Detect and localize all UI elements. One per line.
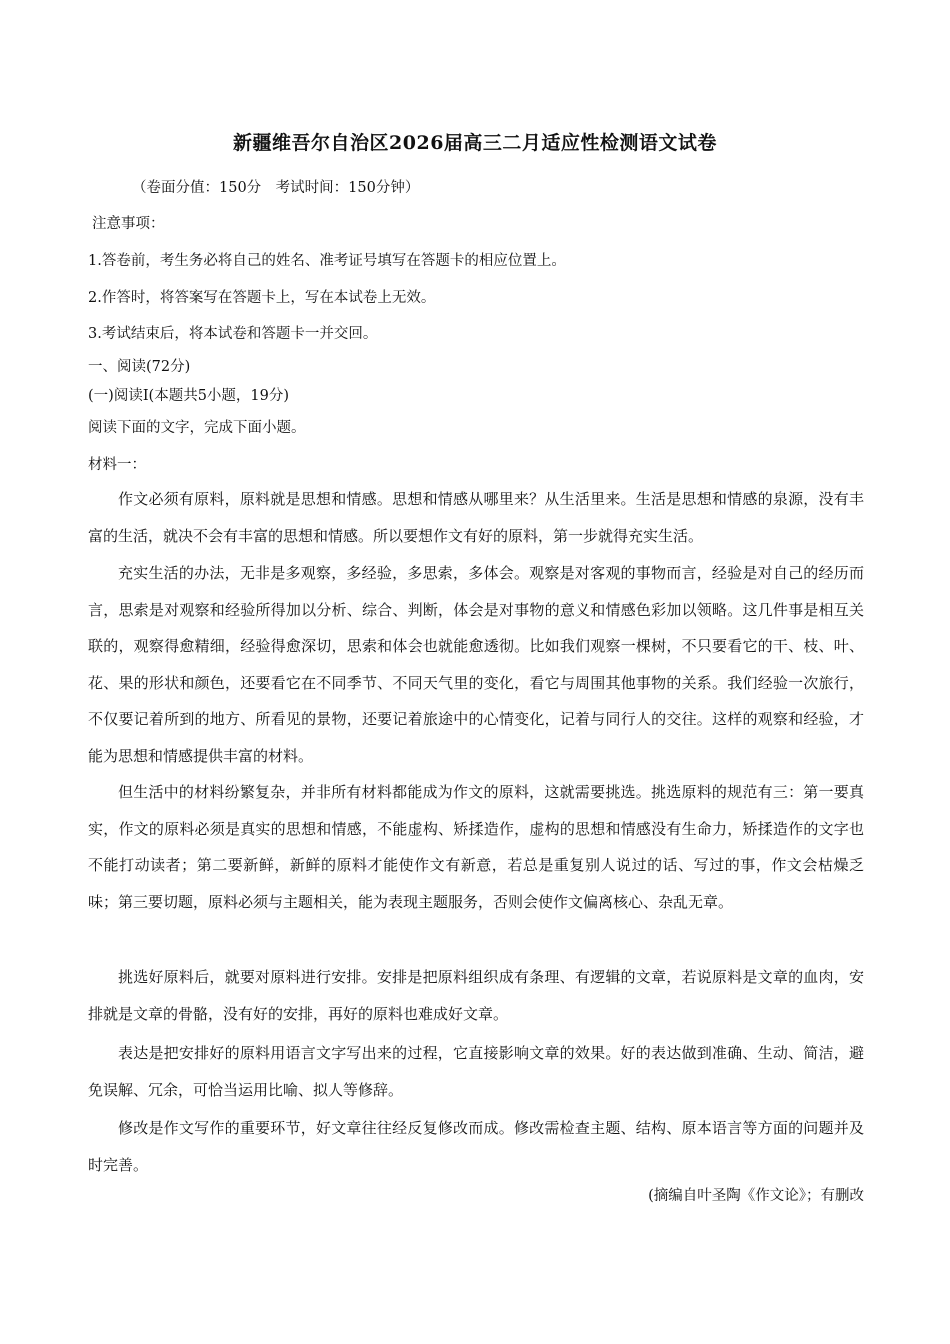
notice-item-2: 2.作答时，将答案写在答题卡上，写在本试卷上无效。 — [88, 290, 436, 306]
exam-title: 新疆维吾尔自治区2026届高三二月适应性检测语文试卷 — [233, 132, 717, 154]
notice-heading: 注意事项： — [92, 216, 165, 232]
material-paragraph-1: 作文必须有原料，原料就是思想和情感。思想和情感从哪里来？从生活里来。生活是思想和情感的泉源，没有丰富的生活，就决不会有丰富的思想和情感。所以要想作文有好的原料，第一步就得充实生活。 — [88, 490, 864, 545]
material-label: 材料一： — [88, 457, 146, 473]
notice-item-1: 1.答卷前，考生务必将自己的姓名、准考证号填写在答题卡的相应位置上。 — [88, 253, 566, 269]
material-paragraph-4: 挑选好原料后，就要对原料进行安排。安排是把原料组织成有条理、有逻辑的文章，若说原料是文章的血肉，安排就是文章的骨骼，没有好的安排，再好的原料也难成好文章。 — [88, 968, 864, 1023]
section-subpart: (一)阅读Ⅰ(本题共5小题，19分) — [88, 388, 290, 404]
notice-item-3: 3.考试结束后，将本试卷和答题卡一并交回。 — [88, 326, 378, 342]
exam-meta: （卷面分值：150分 考试时间：150分钟） — [132, 180, 420, 196]
section-instruction: 阅读下面的文字，完成下面小题。 — [88, 420, 306, 436]
material-paragraph-5: 表达是把安排好的原料用语言文字写出来的过程，它直接影响文章的效果。好的表达做到准确、生动、简洁，避免误解、冗余，可恰当运用比喻、拟人等修辞。 — [88, 1044, 864, 1099]
material-paragraph-2: 充实生活的办法，无非是多观察，多经验，多思索，多体会。观察是对客观的事物而言，经验是对自己的经历而言，思索是对观察和经验所得加以分析、综合、判断，体会是对事物的意义和情感色彩加以领略。这几件事是相互关联的，观察得愈精细，经验得愈深切，思索和体会也就能愈透彻。比如我们观察一棵树，不只要看它的干、枝、叶、花、果的形状和颜色，还要看它在不同季节、不同天气里的变化，看它与周围其他事物的关系。我们经验一次旅行，不仅要记着所到的地方、所看见的景物，还要记着旅途中的心情变化，记着与同行人的交往。这样的观察和经验，才能为思想和情感提供丰富的材料。 — [88, 564, 864, 765]
material-paragraph-6: 修改是作文写作的重要环节，好文章往往经反复修改而成。修改需检查主题、结构、原本语言等方面的问题并及时完善。 — [88, 1119, 864, 1174]
material-source: (摘编自叶圣陶《作文论》；有删改 — [648, 1188, 864, 1204]
material-paragraph-3: 但生活中的材料纷繁复杂，并非所有材料都能成为作文的原料，这就需要挑选。挑选原料的规范有三：第一要真实，作文的原料必须是真实的思想和情感，不能虚构、矫揉造作，虚构的思想和情感没有生命力，矫揉造作的文字也不能打动读者；第二要新鲜，新鲜的原料才能使作文有新意，若总是重复别人说过的话、写过的事，作文会枯燥乏味；第三要切题，原料必须与主题相关，能为表现主题服务，否则会使作文偏离核心、杂乱无章。 — [88, 783, 864, 911]
section-part: 一、阅读(72分) — [88, 359, 191, 375]
